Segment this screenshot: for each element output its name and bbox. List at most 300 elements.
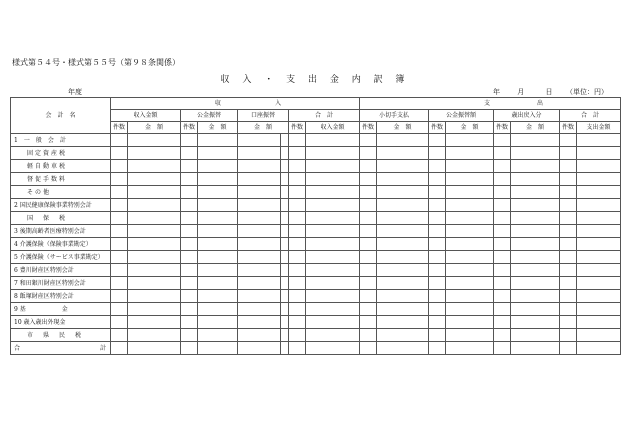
- entry-cell[interactable]: [377, 264, 429, 277]
- entry-cell[interactable]: [306, 225, 360, 238]
- entry-cell[interactable]: [494, 160, 511, 173]
- entry-cell[interactable]: [494, 329, 511, 342]
- entry-cell[interactable]: [446, 290, 494, 303]
- entry-cell[interactable]: [289, 329, 306, 342]
- total-cell[interactable]: [446, 342, 494, 355]
- entry-cell[interactable]: [289, 303, 306, 316]
- entry-cell[interactable]: [577, 186, 621, 199]
- total-cell[interactable]: [281, 342, 289, 355]
- entry-cell[interactable]: [198, 147, 238, 160]
- entry-cell[interactable]: [198, 199, 238, 212]
- entry-cell[interactable]: [511, 199, 560, 212]
- entry-cell[interactable]: [289, 264, 306, 277]
- entry-cell[interactable]: [181, 238, 198, 251]
- entry-cell[interactable]: [238, 160, 281, 173]
- table-row: [11, 147, 621, 160]
- entry-cell[interactable]: [306, 160, 360, 173]
- entry-cell[interactable]: [289, 134, 306, 147]
- entry-cell[interactable]: [360, 212, 377, 225]
- entry-cell[interactable]: [511, 147, 560, 160]
- table-row: [11, 316, 621, 329]
- entry-cell[interactable]: [360, 147, 377, 160]
- total-label-char-1: 合: [14, 345, 21, 352]
- entry-cell[interactable]: [181, 303, 198, 316]
- entry-cell[interactable]: [377, 160, 429, 173]
- entry-cell[interactable]: [577, 238, 621, 251]
- account-name-cell: 8 飯塚財産区特別会計: [11, 290, 111, 303]
- entry-cell[interactable]: [560, 160, 577, 173]
- entry-cell[interactable]: [111, 160, 128, 173]
- total-cell[interactable]: [238, 342, 281, 355]
- entry-cell[interactable]: [111, 173, 128, 186]
- total-cell[interactable]: [429, 342, 446, 355]
- entry-cell[interactable]: [429, 329, 446, 342]
- entry-cell[interactable]: [446, 160, 494, 173]
- expense-group-public-transfer: 公金振替額: [429, 110, 494, 122]
- entry-cell[interactable]: [306, 290, 360, 303]
- entry-cell[interactable]: [429, 251, 446, 264]
- entry-cell[interactable]: [577, 329, 621, 342]
- entry-cell[interactable]: [181, 329, 198, 342]
- table-row: [11, 303, 621, 316]
- total-cell[interactable]: [181, 342, 198, 355]
- entry-cell[interactable]: [446, 173, 494, 186]
- entry-cell[interactable]: [306, 238, 360, 251]
- entry-cell[interactable]: [446, 329, 494, 342]
- entry-cell[interactable]: [111, 147, 128, 160]
- entry-cell[interactable]: [360, 290, 377, 303]
- entry-cell[interactable]: [238, 225, 281, 238]
- entry-cell[interactable]: [198, 186, 238, 199]
- entry-cell[interactable]: [128, 277, 181, 290]
- entry-cell[interactable]: [128, 134, 181, 147]
- entry-cell[interactable]: [289, 290, 306, 303]
- entry-cell[interactable]: [238, 316, 281, 329]
- entry-cell[interactable]: [429, 303, 446, 316]
- entry-cell[interactable]: [360, 277, 377, 290]
- entry-cell[interactable]: [511, 329, 560, 342]
- entry-cell[interactable]: [577, 277, 621, 290]
- total-cell[interactable]: [494, 342, 511, 355]
- total-cell[interactable]: [111, 342, 128, 355]
- entry-cell[interactable]: [560, 147, 577, 160]
- entry-cell[interactable]: [446, 134, 494, 147]
- entry-cell[interactable]: [377, 316, 429, 329]
- entry-cell[interactable]: [111, 316, 128, 329]
- entry-cell[interactable]: [181, 225, 198, 238]
- col-count: 件数: [360, 122, 377, 134]
- entry-cell[interactable]: [446, 199, 494, 212]
- entry-cell[interactable]: [128, 160, 181, 173]
- entry-cell[interactable]: [511, 134, 560, 147]
- entry-cell[interactable]: [511, 264, 560, 277]
- entry-cell[interactable]: [446, 316, 494, 329]
- entry-cell[interactable]: [111, 251, 128, 264]
- entry-cell[interactable]: [128, 264, 181, 277]
- entry-cell[interactable]: [429, 134, 446, 147]
- entry-cell[interactable]: [281, 238, 289, 251]
- entry-cell[interactable]: [446, 251, 494, 264]
- entry-cell[interactable]: [494, 277, 511, 290]
- entry-cell[interactable]: [198, 134, 238, 147]
- entry-cell[interactable]: [560, 251, 577, 264]
- entry-cell[interactable]: [306, 251, 360, 264]
- entry-cell[interactable]: [429, 290, 446, 303]
- entry-cell[interactable]: [377, 290, 429, 303]
- entry-cell[interactable]: [429, 173, 446, 186]
- expense-group-total: 合 計: [560, 110, 621, 122]
- entry-cell[interactable]: [198, 160, 238, 173]
- entry-cell[interactable]: [238, 251, 281, 264]
- entry-cell[interactable]: [128, 199, 181, 212]
- entry-cell[interactable]: [360, 316, 377, 329]
- total-cell[interactable]: [306, 342, 360, 355]
- entry-cell[interactable]: [238, 238, 281, 251]
- entry-cell[interactable]: [198, 277, 238, 290]
- entry-cell[interactable]: [306, 186, 360, 199]
- total-cell[interactable]: [377, 342, 429, 355]
- table-row: [11, 251, 621, 264]
- entry-cell[interactable]: [238, 186, 281, 199]
- entry-cell[interactable]: [446, 147, 494, 160]
- entry-cell[interactable]: [577, 134, 621, 147]
- entry-cell[interactable]: [360, 225, 377, 238]
- col-count: 件数: [111, 122, 128, 134]
- entry-cell[interactable]: [181, 186, 198, 199]
- entry-cell[interactable]: [289, 212, 306, 225]
- entry-cell[interactable]: [289, 186, 306, 199]
- entry-cell[interactable]: [198, 225, 238, 238]
- entry-cell[interactable]: [181, 290, 198, 303]
- entry-cell[interactable]: [238, 134, 281, 147]
- entry-cell[interactable]: [238, 277, 281, 290]
- entry-cell[interactable]: [511, 238, 560, 251]
- entry-cell[interactable]: [289, 277, 306, 290]
- entry-cell[interactable]: [377, 329, 429, 342]
- entry-cell[interactable]: [306, 277, 360, 290]
- entry-cell[interactable]: [111, 199, 128, 212]
- entry-cell[interactable]: [128, 290, 181, 303]
- entry-cell[interactable]: [238, 147, 281, 160]
- entry-cell[interactable]: [577, 160, 621, 173]
- entry-cell[interactable]: [429, 147, 446, 160]
- entry-cell[interactable]: [360, 329, 377, 342]
- entry-cell[interactable]: [111, 212, 128, 225]
- entry-cell[interactable]: [446, 225, 494, 238]
- entry-cell[interactable]: [198, 303, 238, 316]
- entry-cell[interactable]: [281, 173, 289, 186]
- entry-cell[interactable]: [377, 147, 429, 160]
- entry-cell[interactable]: [360, 238, 377, 251]
- account-name-cell: 3 後期高齢者医療特別会計: [11, 225, 111, 238]
- total-cell[interactable]: [560, 342, 577, 355]
- total-cell[interactable]: [577, 342, 621, 355]
- entry-cell[interactable]: [360, 173, 377, 186]
- entry-cell[interactable]: [198, 212, 238, 225]
- entry-cell[interactable]: [360, 160, 377, 173]
- entry-cell[interactable]: [281, 225, 289, 238]
- entry-cell[interactable]: [377, 225, 429, 238]
- account-name-cell: 6 豊川財産区特別会計: [11, 264, 111, 277]
- entry-cell[interactable]: [429, 264, 446, 277]
- entry-cell[interactable]: [560, 290, 577, 303]
- total-cell[interactable]: [198, 342, 238, 355]
- entry-cell[interactable]: [560, 238, 577, 251]
- entry-cell[interactable]: [281, 199, 289, 212]
- entry-cell[interactable]: [446, 264, 494, 277]
- entry-cell[interactable]: [429, 277, 446, 290]
- entry-cell[interactable]: [306, 212, 360, 225]
- entry-cell[interactable]: [446, 238, 494, 251]
- entry-cell[interactable]: [494, 264, 511, 277]
- entry-cell[interactable]: [560, 186, 577, 199]
- account-name-cell: 督促手数料: [11, 173, 111, 186]
- entry-cell[interactable]: [181, 264, 198, 277]
- entry-cell[interactable]: [429, 199, 446, 212]
- entry-cell[interactable]: [128, 329, 181, 342]
- entry-cell[interactable]: [198, 251, 238, 264]
- entry-cell[interactable]: [560, 329, 577, 342]
- entry-cell[interactable]: [360, 251, 377, 264]
- table-row: [11, 277, 621, 290]
- entry-cell[interactable]: [111, 186, 128, 199]
- entry-cell[interactable]: [128, 173, 181, 186]
- entry-cell[interactable]: [238, 329, 281, 342]
- entry-cell[interactable]: [560, 316, 577, 329]
- unit-label: （単位：円）: [566, 88, 608, 96]
- entry-cell[interactable]: [377, 303, 429, 316]
- entry-cell[interactable]: [511, 277, 560, 290]
- entry-cell[interactable]: [128, 225, 181, 238]
- entry-cell[interactable]: [494, 134, 511, 147]
- entry-cell[interactable]: [577, 147, 621, 160]
- entry-cell[interactable]: [238, 303, 281, 316]
- entry-cell[interactable]: [128, 186, 181, 199]
- entry-cell[interactable]: [111, 303, 128, 316]
- entry-cell[interactable]: [560, 212, 577, 225]
- entry-cell[interactable]: [360, 186, 377, 199]
- entry-cell[interactable]: [111, 264, 128, 277]
- total-cell[interactable]: [360, 342, 377, 355]
- entry-cell[interactable]: [446, 186, 494, 199]
- entry-cell[interactable]: [111, 290, 128, 303]
- entry-cell[interactable]: [577, 173, 621, 186]
- entry-cell[interactable]: [306, 264, 360, 277]
- income-header-char-1: 収: [214, 99, 235, 107]
- account-name-cell: 7 和田銀川財産区特別会計: [11, 277, 111, 290]
- entry-cell[interactable]: [494, 173, 511, 186]
- entry-cell[interactable]: [281, 186, 289, 199]
- income-group-account-transfer: 口座振替: [238, 110, 289, 122]
- entry-cell[interactable]: [306, 173, 360, 186]
- total-cell[interactable]: [511, 342, 560, 355]
- entry-cell[interactable]: [238, 212, 281, 225]
- entry-cell[interactable]: [511, 186, 560, 199]
- entry-cell[interactable]: [181, 199, 198, 212]
- entry-cell[interactable]: [494, 199, 511, 212]
- entry-cell[interactable]: [306, 303, 360, 316]
- entry-cell[interactable]: [377, 212, 429, 225]
- entry-cell[interactable]: [181, 316, 198, 329]
- entry-cell[interactable]: [306, 134, 360, 147]
- entry-cell[interactable]: [560, 264, 577, 277]
- entry-cell[interactable]: [577, 316, 621, 329]
- entry-cell[interactable]: [377, 186, 429, 199]
- entry-cell[interactable]: [377, 238, 429, 251]
- entry-cell[interactable]: [238, 199, 281, 212]
- entry-cell[interactable]: [446, 212, 494, 225]
- entry-cell[interactable]: [577, 303, 621, 316]
- entry-cell[interactable]: [198, 264, 238, 277]
- entry-cell[interactable]: [494, 290, 511, 303]
- entry-cell[interactable]: [429, 316, 446, 329]
- date-day-label: 日: [545, 88, 553, 96]
- entry-cell[interactable]: [560, 303, 577, 316]
- entry-cell[interactable]: [560, 134, 577, 147]
- entry-cell[interactable]: [429, 160, 446, 173]
- entry-cell[interactable]: [377, 173, 429, 186]
- entry-cell[interactable]: [577, 225, 621, 238]
- entry-cell[interactable]: [360, 134, 377, 147]
- entry-cell[interactable]: [198, 290, 238, 303]
- entry-cell[interactable]: [198, 329, 238, 342]
- col-expense-total-amount: 支出金額: [577, 122, 621, 134]
- entry-cell[interactable]: [181, 277, 198, 290]
- entry-cell[interactable]: [306, 329, 360, 342]
- entry-cell[interactable]: [560, 199, 577, 212]
- total-cell[interactable]: [128, 342, 181, 355]
- entry-cell[interactable]: [429, 186, 446, 199]
- entry-cell[interactable]: [289, 316, 306, 329]
- entry-cell[interactable]: [289, 225, 306, 238]
- entry-cell[interactable]: [494, 303, 511, 316]
- entry-cell[interactable]: [289, 199, 306, 212]
- entry-cell[interactable]: [577, 290, 621, 303]
- entry-cell[interactable]: [281, 160, 289, 173]
- entry-cell[interactable]: [238, 290, 281, 303]
- entry-cell[interactable]: [181, 212, 198, 225]
- entry-cell[interactable]: [181, 173, 198, 186]
- entry-cell[interactable]: [446, 303, 494, 316]
- entry-cell[interactable]: [511, 290, 560, 303]
- entry-cell[interactable]: [377, 251, 429, 264]
- entry-cell[interactable]: [560, 277, 577, 290]
- col-amount: 金 額: [198, 122, 238, 134]
- entry-cell[interactable]: [128, 238, 181, 251]
- entry-cell[interactable]: [281, 134, 289, 147]
- entry-cell[interactable]: [281, 303, 289, 316]
- entry-cell[interactable]: [429, 238, 446, 251]
- entry-cell[interactable]: [446, 277, 494, 290]
- expense-header-char-1: 支: [484, 99, 491, 107]
- entry-cell[interactable]: [511, 303, 560, 316]
- entry-cell[interactable]: [494, 316, 511, 329]
- table-row: [11, 160, 621, 173]
- entry-cell[interactable]: [111, 225, 128, 238]
- entry-cell[interactable]: [306, 147, 360, 160]
- entry-cell[interactable]: [128, 212, 181, 225]
- entry-cell[interactable]: [360, 264, 377, 277]
- col-amount: 金 額: [511, 122, 560, 134]
- entry-cell[interactable]: [306, 199, 360, 212]
- entry-cell[interactable]: [494, 251, 511, 264]
- entry-cell[interactable]: [198, 316, 238, 329]
- entry-cell[interactable]: [111, 134, 128, 147]
- entry-cell[interactable]: [198, 173, 238, 186]
- entry-cell[interactable]: [181, 147, 198, 160]
- entry-cell[interactable]: [181, 134, 198, 147]
- entry-cell[interactable]: [511, 225, 560, 238]
- entry-cell[interactable]: [494, 238, 511, 251]
- table-row: [11, 186, 621, 199]
- entry-cell[interactable]: [281, 251, 289, 264]
- entry-cell[interactable]: [429, 225, 446, 238]
- entry-cell[interactable]: [289, 160, 306, 173]
- entry-cell[interactable]: [511, 212, 560, 225]
- entry-cell[interactable]: [577, 264, 621, 277]
- entry-cell[interactable]: [377, 277, 429, 290]
- entry-cell[interactable]: [511, 160, 560, 173]
- entry-cell[interactable]: [511, 173, 560, 186]
- entry-cell[interactable]: [577, 251, 621, 264]
- entry-cell[interactable]: [560, 173, 577, 186]
- entry-cell[interactable]: [306, 316, 360, 329]
- entry-cell[interactable]: [494, 147, 511, 160]
- entry-cell[interactable]: [238, 173, 281, 186]
- entry-cell[interactable]: [289, 173, 306, 186]
- entry-cell[interactable]: [289, 251, 306, 264]
- entry-cell[interactable]: [281, 329, 289, 342]
- entry-cell[interactable]: [511, 316, 560, 329]
- entry-cell[interactable]: [281, 316, 289, 329]
- entry-cell[interactable]: [128, 147, 181, 160]
- entry-cell[interactable]: [281, 264, 289, 277]
- entry-cell[interactable]: [281, 277, 289, 290]
- entry-cell[interactable]: [511, 251, 560, 264]
- entry-cell[interactable]: [289, 147, 306, 160]
- entry-cell[interactable]: [577, 212, 621, 225]
- total-cell[interactable]: [289, 342, 306, 355]
- entry-cell[interactable]: [429, 212, 446, 225]
- entry-cell[interactable]: [377, 134, 429, 147]
- entry-cell[interactable]: [377, 199, 429, 212]
- entry-cell[interactable]: [494, 212, 511, 225]
- entry-cell[interactable]: [360, 303, 377, 316]
- entry-cell[interactable]: [111, 329, 128, 342]
- entry-cell[interactable]: [281, 147, 289, 160]
- entry-cell[interactable]: [238, 264, 281, 277]
- entry-cell[interactable]: [360, 199, 377, 212]
- entry-cell[interactable]: [111, 238, 128, 251]
- entry-cell[interactable]: [494, 225, 511, 238]
- entry-cell[interactable]: [289, 238, 306, 251]
- entry-cell[interactable]: [281, 290, 289, 303]
- entry-cell[interactable]: [111, 277, 128, 290]
- account-name-cell: 国 保 税: [11, 212, 111, 225]
- entry-cell[interactable]: [577, 199, 621, 212]
- entry-cell[interactable]: [494, 186, 511, 199]
- entry-cell[interactable]: [198, 238, 238, 251]
- income-header: [111, 98, 360, 110]
- col-count: 件数: [289, 122, 306, 134]
- entry-cell[interactable]: [281, 212, 289, 225]
- entry-cell[interactable]: [181, 251, 198, 264]
- entry-cell[interactable]: [560, 225, 577, 238]
- entry-cell[interactable]: [128, 251, 181, 264]
- entry-cell[interactable]: [128, 303, 181, 316]
- entry-cell[interactable]: [128, 316, 181, 329]
- entry-cell[interactable]: [181, 160, 198, 173]
